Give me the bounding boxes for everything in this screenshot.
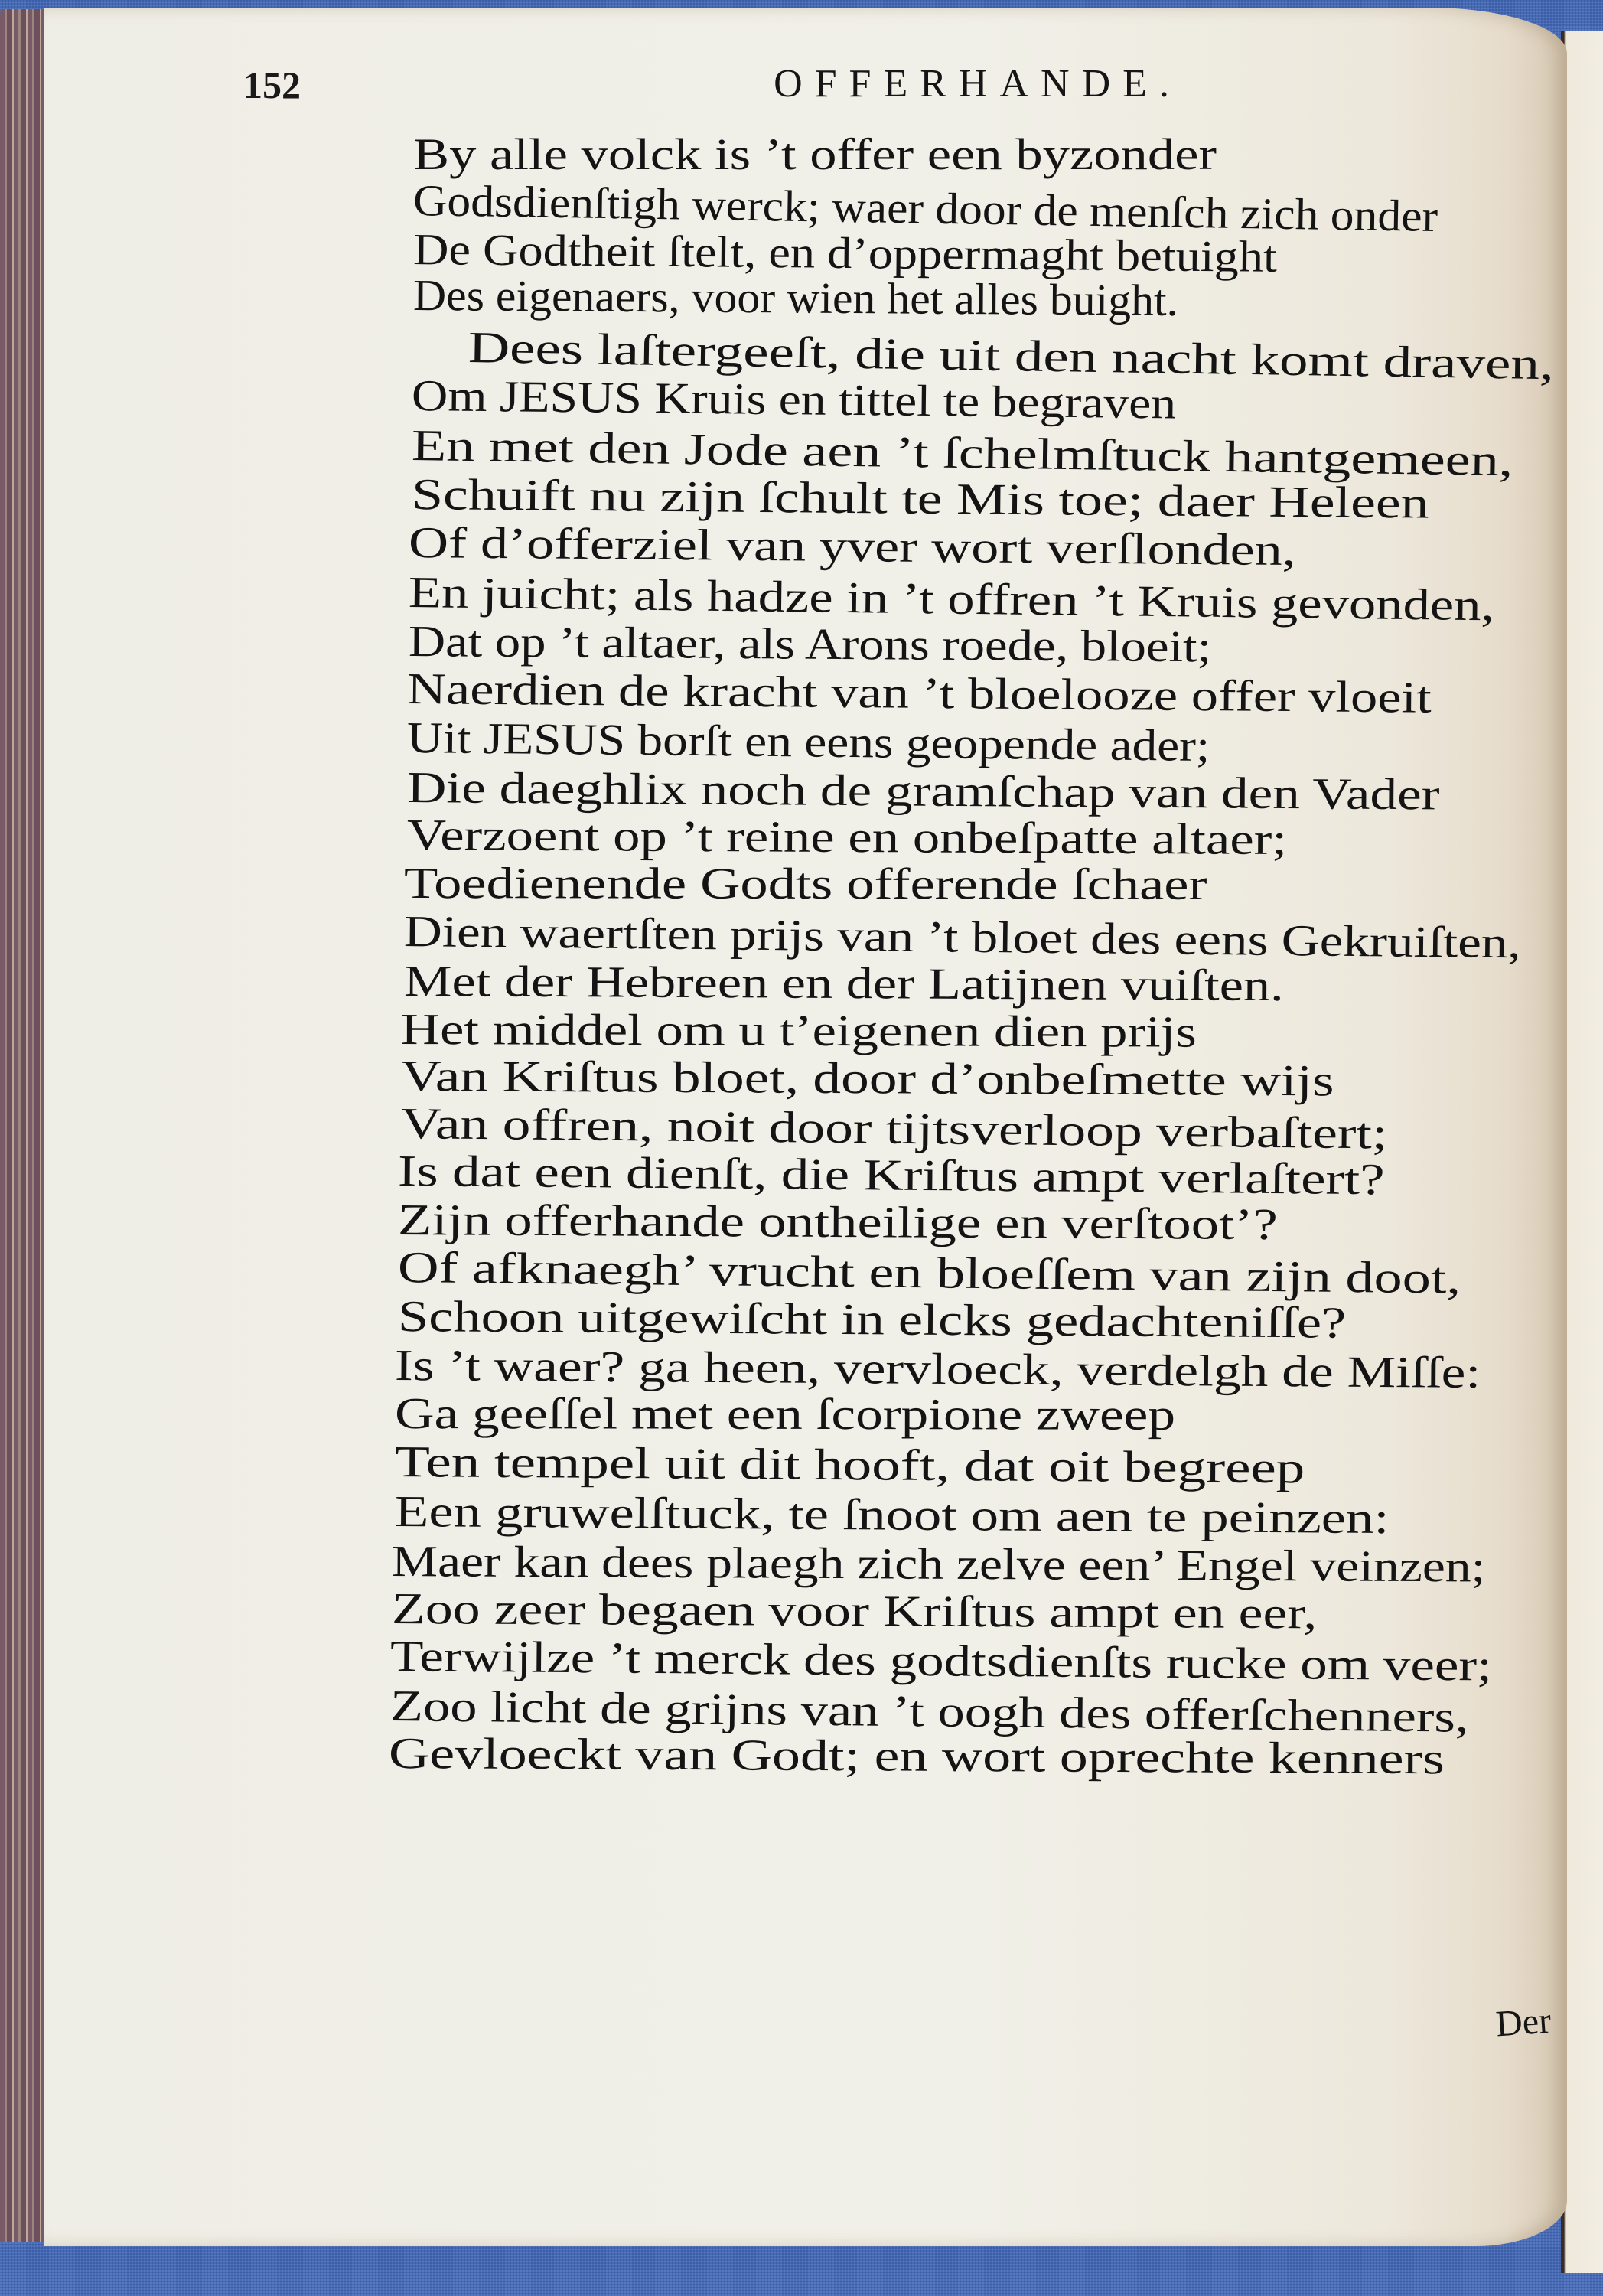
poem-line: Dien waertſten prijs van ’t bloet des eens Gekruiſten, (403, 906, 1522, 968)
poem-line: Het middel om u t’eigenen dien prijs (400, 1004, 1197, 1057)
poem-line: Schoon uitgewiſcht in elcks gedachteniſſe? (397, 1291, 1347, 1348)
poem-line: Zijn offerhande ontheilige en verſtoot’? (397, 1195, 1278, 1250)
poem-line: Zoo licht de grijns van ’t oogh des offerſchenners, (389, 1681, 1469, 1742)
poem-line: Dat op ’t altaer, als Arons roede, bloeit; (408, 616, 1212, 672)
poem-line: Of d’offerziel van yver wort verſlonden, (408, 517, 1296, 576)
poem-line: Verzoent op ’t reine en onbeſpatte altaer; (406, 810, 1288, 865)
poem-line: Godsdienſtigh werck; waer door de menſch zich onder (412, 175, 1438, 242)
poem-line: En juicht; als hadze in ’t offren ’t Kruis gevonden, (408, 567, 1495, 631)
poem-line: Terwijlze ’t merck des godtsdienſts rucke om veer; (389, 1631, 1493, 1691)
poem-line: Naerdien de kracht van ’t bloelooze offer vloeit (406, 664, 1432, 722)
poem-line: Maer kan dees plaegh zich zelve een’ Engel veinzen; (391, 1536, 1486, 1592)
poem-line: Gevloeckt van Godt; en wort oprechte kenners (388, 1728, 1445, 1784)
poem-line: Schuift nu zijn ſchult te Mis toe; daer Heleen (411, 469, 1429, 528)
poem-line: Dees laſtergeeſt, die uit den nacht komt draven, (468, 322, 1555, 390)
poem-line: Van offren, noit door tijtsverloop verbaſtert; (400, 1098, 1388, 1159)
poem-line: Die daeghlix noch de gramſchap van den Vader (406, 762, 1440, 820)
poem-line: Ga geeſſel met een ſcorpione zweep (394, 1388, 1176, 1440)
poem-line: Om JESUS Kruis en tittel te begraven (411, 370, 1177, 429)
page-number: 152 (243, 64, 301, 106)
next-leaf-edge (1561, 31, 1603, 2273)
poem-line: De Godtheit ſtelt, en d’oppermaght betuight (412, 224, 1278, 282)
book-page-edges (0, 9, 46, 2242)
catchword: Der (1494, 2000, 1552, 2045)
poem-line: Een gruwelſtuck, te ſnoot om aen te peinzen: (394, 1486, 1390, 1544)
poem-line: Met der Hebreen en der Latijnen vuiſten. (403, 956, 1284, 1011)
poem-line: Uit JESUS borſt en eens geopende ader; (406, 713, 1210, 771)
poem-line: Of afknaegh’ vrucht en bloeſſem van zijn doot, (397, 1242, 1461, 1303)
poem-line: Is ’t waer? ga heen, vervloeck, verdelgh de Miſſe: (394, 1340, 1481, 1397)
poem-line: Ten tempel uit dit hooft, dat oit begreep (394, 1437, 1305, 1493)
poem-line: Toedienende Godts offerende ſchaer (403, 858, 1207, 909)
poem-line: By alle volck is ’t offer een byzonder (413, 129, 1217, 179)
poem-line: Van Kriſtus bloet, door d’onbeſmette wijs (400, 1051, 1334, 1106)
poem-line: En met den Jode aen ’t ſchelmſtuck hantgemeen, (411, 420, 1513, 486)
poem-line: Zoo zeer begaen voor Kriſtus ampt en eer, (391, 1583, 1318, 1639)
running-header: OFFERHANDE. (774, 62, 1181, 106)
poem-line: Des eigenaers, voor wien het alles buight. (412, 270, 1178, 325)
poem-line: Is dat een dienſt, die Kriſtus ampt verlaſtert? (397, 1146, 1385, 1205)
